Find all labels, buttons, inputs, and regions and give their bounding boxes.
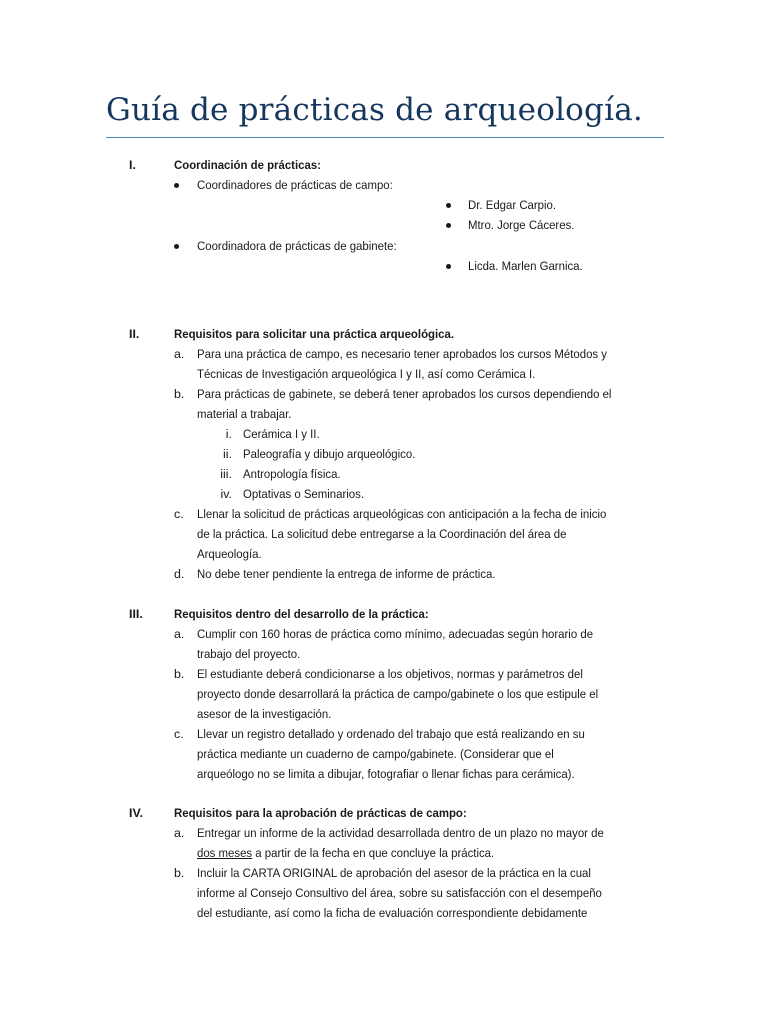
list-item-text: El estudiante deberá condicionarse a los objetivos, normas y parámetros del: [197, 667, 583, 681]
list-marker: i.: [225, 427, 232, 441]
list-item-text: Para prácticas de gabinete, se deberá tener aprobados los cursos dependiendo el: [197, 387, 612, 401]
list-item-text: del estudiante, así como la ficha de evaluación correspondiente debidamente: [197, 906, 588, 920]
list-item-text: Arqueología.: [197, 547, 262, 561]
list-marker: a.: [174, 347, 185, 361]
list-item-text: Cumplir con 160 horas de práctica como mínimo, adecuadas según horario de: [197, 627, 594, 641]
list-item-text: arqueólogo no se limita a dibujar, fotografiar o llenar fichas para cerámica).: [197, 767, 575, 781]
list-item-text: Técnicas de Investigación arqueológica I y II, así como Cerámica I.: [197, 367, 536, 381]
list-marker: iv.: [220, 487, 232, 501]
section-number: II.: [129, 327, 140, 341]
list-item-text: Paleografía y dibujo arqueológico.: [243, 447, 416, 461]
section-heading: Requisitos dentro del desarrollo de la práctica:: [174, 607, 429, 621]
underlined-text: dos meses: [197, 846, 253, 860]
list-item-text: proyecto donde desarrollará la práctica de campo/gabinete o los que estipule el: [197, 687, 599, 701]
list-marker: c.: [174, 727, 184, 741]
list-item-text: Incluir la CARTA ORIGINAL de aprobación del asesor de la práctica en la cual: [197, 866, 591, 880]
list-item-text: de la práctica. La solicitud debe entregarse a la Coordinación del área de: [197, 527, 567, 541]
list-item: Dr. Edgar Carpio.: [468, 198, 557, 212]
list-item-text-rest: a partir de la fecha en que concluye la práctica.: [252, 846, 495, 860]
list-item-text: Cerámica I y II.: [243, 427, 320, 441]
list-marker: a.: [174, 627, 185, 641]
list-item-text: informe al Consejo Consultivo del área, sobre su satisfacción con el desempeño: [197, 886, 602, 900]
list-marker: b.: [174, 866, 185, 880]
document-title: Guía de prácticas de arqueología.: [106, 92, 643, 128]
title-underline: [106, 137, 664, 138]
list-marker: iii.: [220, 467, 232, 481]
list-item-text: Entregar un informe de la actividad desarrollada dentro de un plazo no mayor de: [197, 826, 604, 840]
bullet-icon: [446, 264, 451, 269]
list-item-text: [197, 843, 494, 863]
list-item-text: Llevar un registro detallado y ordenado del trabajo que está realizando en su: [197, 727, 585, 741]
bullet-icon: [174, 244, 179, 249]
list-item-text: Antropología física.: [243, 467, 341, 481]
list-item-text: asesor de la investigación.: [197, 707, 332, 721]
list-item: Licda. Marlen Garnica.: [468, 259, 583, 273]
list-item-text: Para una práctica de campo, es necesario tener aprobados los cursos Métodos y: [197, 347, 607, 361]
list-marker: c.: [174, 507, 184, 521]
list-marker: ii.: [223, 447, 232, 461]
list-item-text: Llenar la solicitud de prácticas arqueológicas con anticipación a la fecha de inicio: [197, 507, 607, 521]
section-heading: Coordinación de prácticas:: [174, 158, 321, 172]
list-marker: b.: [174, 667, 185, 681]
section-number: IV.: [129, 806, 144, 820]
list-item-text: No debe tener pendiente la entrega de informe de práctica.: [197, 567, 496, 581]
section-heading: Requisitos para solicitar una práctica arqueológica.: [174, 327, 455, 341]
bullet-icon: [446, 223, 451, 228]
section-number: III.: [129, 607, 143, 621]
section-number: I.: [129, 158, 136, 172]
list-marker: b.: [174, 387, 185, 401]
list-item: Coordinadores de prácticas de campo:: [197, 178, 393, 192]
section-heading: Requisitos para la aprobación de prácticas de campo:: [174, 806, 467, 820]
list-item-text: material a trabajar.: [197, 407, 292, 421]
list-marker: d.: [174, 567, 185, 581]
bullet-icon: [174, 183, 179, 188]
bullet-icon: [446, 203, 451, 208]
list-item: Coordinadora de prácticas de gabinete:: [197, 239, 397, 253]
list-item-text: Optativas o Seminarios.: [243, 487, 365, 501]
list-item-text: trabajo del proyecto.: [197, 647, 301, 661]
list-item: Mtro. Jorge Cáceres.: [468, 218, 575, 232]
list-marker: a.: [174, 826, 185, 840]
list-item-text: práctica mediante un cuaderno de campo/gabinete. (Considerar que el: [197, 747, 554, 761]
